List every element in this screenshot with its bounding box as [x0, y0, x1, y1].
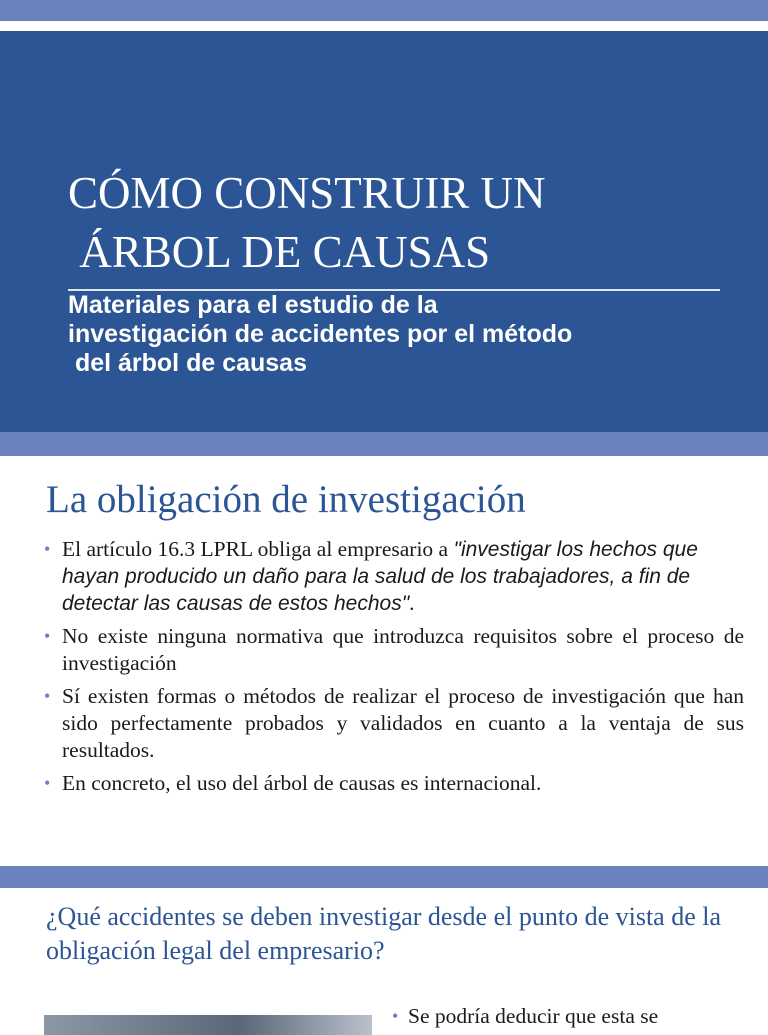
- bullet-dot-icon: •: [44, 626, 51, 646]
- bullet-dot-icon: •: [44, 773, 51, 793]
- slide-separator-band: [0, 432, 768, 456]
- bullet-text: Se podría deducir que esta se: [408, 1004, 659, 1028]
- bullet-item: [44, 536, 744, 617]
- slide-top-band: [0, 0, 768, 21]
- bullet-text: Sí existen formas o métodos de realizar el proceso de investigación que han sido perfectamente probados y validados en cuanto a la ventaja de sus resultados.: [62, 684, 744, 762]
- slide-title: CÓMO CONSTRUIR UN ÁRBOL DE CAUSAS: [68, 168, 546, 277]
- slide-image: [44, 1015, 372, 1035]
- bullet-dot-icon: •: [44, 539, 51, 559]
- bullet-item: [392, 1003, 738, 1030]
- slide-heading: ¿Qué accidentes se deben investigar desde el punto de vista de la obligación legal del empresario?: [46, 902, 722, 965]
- slide-heading: La obligación de investigación: [46, 478, 526, 521]
- bullet-text: No existe ninguna normativa que introduzca requisitos sobre el proceso de investigación: [62, 624, 744, 675]
- bullet-dot-icon: •: [392, 1006, 399, 1026]
- bullet-text: El artículo 16.3 LPRL obliga al empresario a: [62, 537, 454, 561]
- slide-subtitle: Materiales para el estudio de la investigación de accidentes por el método del árbol de causas: [68, 291, 573, 377]
- bullet-text: .: [409, 591, 415, 615]
- bullet-item: [44, 623, 744, 677]
- bullet-dot-icon: •: [44, 686, 51, 706]
- bullet-quote: "investigar los hechos que hayan producido un daño para la salud de los trabajadores, a fin de detectar las causas de estos hechos": [62, 538, 698, 615]
- slide-separator-band: [0, 866, 768, 888]
- bullet-list: [44, 536, 744, 803]
- bullet-text: En concreto, el uso del árbol de causas es internacional.: [62, 771, 542, 795]
- bullet-item: [44, 683, 744, 764]
- bullet-item: [44, 770, 744, 797]
